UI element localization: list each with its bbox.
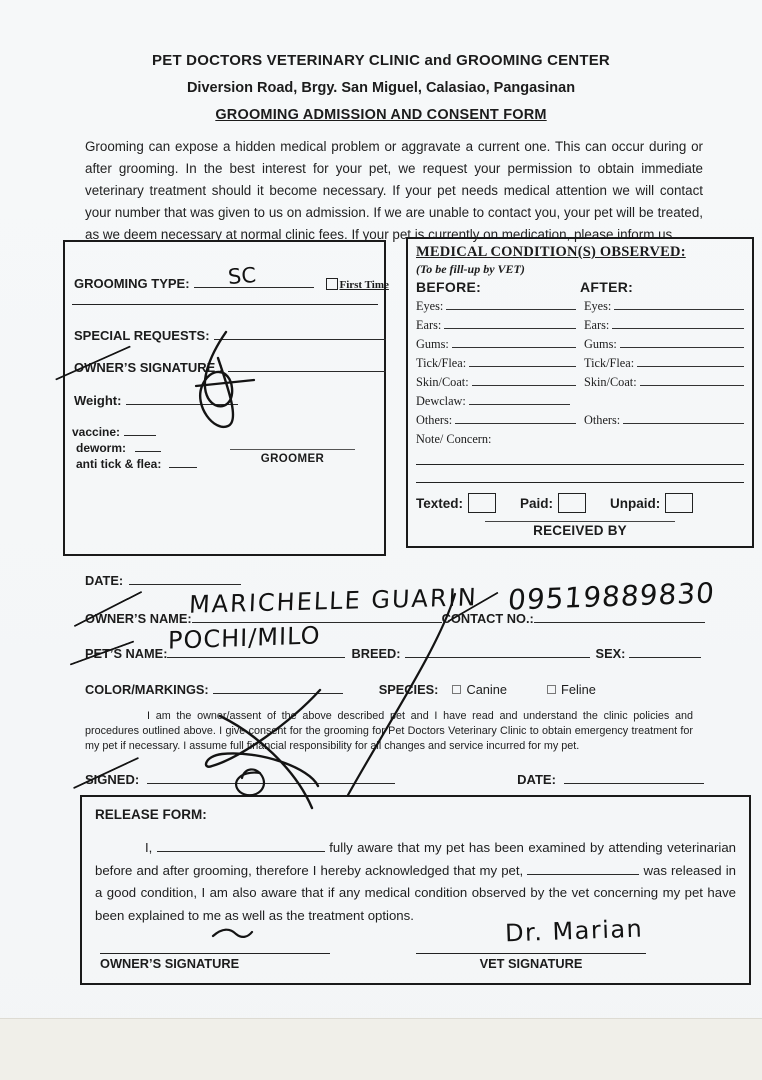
eyes-before-label: Eyes: [416,299,444,313]
release-form-box [80,795,751,985]
gums-after-label: Gums: [584,337,617,351]
dewclaw-blank [469,393,570,405]
release-signatures [95,953,736,971]
canine-label: Canine [466,682,508,697]
date-label: DATE: [85,573,124,588]
weight-label: Weight: [74,393,122,408]
note-line-1 [416,449,744,465]
ears-after-blank [612,317,744,329]
form-header [0,52,762,123]
others-before-blank [455,412,576,424]
clinic-name: PET DOCTORS VETERINARY CLINIC and GROOMING CENTER [152,52,610,69]
signed-signature-scribble [200,688,350,813]
sex-label: SEX: [595,646,626,661]
vet-signature-block [416,953,646,971]
signed-date-label: DATE: [517,772,556,787]
vaccine-blank [124,423,156,436]
medical-row-others [416,412,744,428]
owner-signature-scribble [188,328,258,438]
medical-conditions-box [406,237,754,548]
after-label: AFTER: [580,279,634,295]
release-body-1: I, [145,840,153,855]
feline-checkbox [547,685,556,694]
skincoat-after-blank [640,374,744,386]
divider-line [72,304,378,305]
medical-row-ears [416,317,744,333]
owner-name-handwriting: MARICHELLE GUARIN [188,583,479,619]
paper-bottom-edge [0,1018,762,1080]
sex-blank [629,645,701,658]
color-markings-label: COLOR/MARKINGS: [85,682,209,697]
form-title: GROOMING ADMISSION AND CONSENT FORM [215,107,547,123]
owner-signature-label: OWNER’S SIGNATURE : [74,360,224,375]
vet-signature-label: VET SIGNATURE [479,956,583,971]
vet-signature-line [416,953,646,954]
dewclaw-label: Dewclaw: [416,394,466,408]
medical-box-subtitle: (To be fill-up by VET) [416,262,525,276]
others-before-label: Others: [416,413,453,427]
eyes-after-label: Eyes: [584,299,612,313]
medical-row-skin-coat [416,374,744,390]
owner-signature-block [100,953,330,971]
tickflea-before-blank [469,355,576,367]
received-by-block [408,510,752,540]
skincoat-before-blank [472,374,576,386]
anti-tick-flea-row [76,455,197,473]
before-after-header [416,279,744,295]
gums-before-label: Gums: [416,337,449,351]
medical-row-tick-flea [416,355,744,371]
clinic-address: Diversion Road, Brgy. San Miguel, Calasiao, Pangasinan [186,80,576,96]
gums-after-blank [620,336,744,348]
stray-pen-stroke [330,590,460,800]
pet-name-label: PET’S NAME: [85,646,168,661]
grooming-type-label: GROOMING TYPE: [74,276,190,291]
medical-row-dewclaw [416,393,744,409]
groomer-label: GROOMER [260,453,325,465]
contact-number-handwriting: 09519889830 [506,576,717,617]
grooming-type-handwriting: SC [227,263,257,289]
medical-row-gums [416,336,744,352]
anti-tick-flea-label: anti tick & flea: [76,457,162,471]
release-form-body [95,837,736,927]
medical-box-title: MEDICAL CONDITION(S) OBSERVED: [416,244,686,260]
deworm-blank [135,439,161,452]
medical-row-eyes [416,298,744,314]
ears-after-label: Ears: [584,318,610,332]
special-requests-label: SPECIAL REQUESTS: [74,328,210,343]
before-label: BEFORE: [416,279,482,295]
texted-label: Texted: [416,495,464,511]
breed-label: BREED: [351,646,401,661]
others-after-blank [623,412,744,424]
release-form-title: RELEASE FORM: [95,807,207,822]
paid-label: Paid: [520,495,554,511]
received-by-label: RECEIVED BY [533,523,627,538]
feline-label: Feline [561,682,596,697]
eyes-after-blank [614,298,744,310]
signed-date-blank [564,771,704,784]
date-blank [129,572,241,585]
owner-release-signature-mark [210,926,255,942]
others-after-label: Others: [584,413,621,427]
intro-paragraph: Grooming can expose a hidden medical problem or aggravate a current one. This can occur during or after grooming. In the best interest for your pet, we request your permission to obtain immediate veterinary treatment should it become necessary. If your pet needs medical attention we will contact your number that was given to us on admission. If we are unable to contact you, your pet will be treated, as we deem necessary at normal clinic fees. If your pet is currently on medication, please inform us. [85,139,703,242]
release-body-2: fully aware that my pet has been examined by attending veterinarian before and after grooming, therefore I hereby acknowledged that my pet, [95,840,737,878]
signed-label: SIGNED: [85,772,140,787]
tickflea-after-blank [637,355,744,367]
deworm-label: deworm: [76,441,127,455]
consent-paragraph: I am the owner/assent of the above described pet and I have read and understand the clinic policies and procedures outlined above. I give consent for the grooming for Pet Doctors Veterinary Clinic to obtain emergency treatment for my pet if necessary. I assume full financial responsibility for all changes and service incurred for my pet. [85,710,693,752]
contact-label: CONTACT NO.: [441,611,534,626]
vet-signature-handwriting: Dr. Marian [504,914,644,948]
vaccine-label: vaccine: [72,425,121,439]
owner-signature-line [100,953,330,954]
release-body-3: was released in a good condition, I am also aware that if any medical condition observed by the vet concerning my pet have been explained to me as well as the treatment options. [95,862,736,923]
species-label: SPECIES: [378,682,439,697]
unpaid-label: Unpaid: [610,495,661,511]
ears-before-blank [444,317,576,329]
note-line-2 [416,467,744,483]
first-time-checkbox [326,278,338,290]
pet-name-handwriting: POCHI/MILO [167,621,321,655]
skincoat-before-label: Skin/Coat: [416,375,469,389]
release-name-blank [157,838,325,852]
eyes-before-blank [446,298,576,310]
owner-name-label: OWNER’S NAME: [85,611,192,626]
received-by-line [485,510,675,522]
note-concern-label: Note/ Concern: [416,432,492,446]
groomer-signature-line [230,449,355,450]
gums-before-blank [452,336,576,348]
tickflea-before-label: Tick/Flea: [416,356,467,370]
anti-tick-flea-blank [169,455,197,468]
skincoat-after-label: Skin/Coat: [584,375,637,389]
first-time-label: First Time [339,279,389,291]
ears-before-label: Ears: [416,318,442,332]
release-owner-signature-label: OWNER’S SIGNATURE [100,956,240,971]
tickflea-after-label: Tick/Flea: [584,356,635,370]
release-pet-blank [527,861,639,875]
